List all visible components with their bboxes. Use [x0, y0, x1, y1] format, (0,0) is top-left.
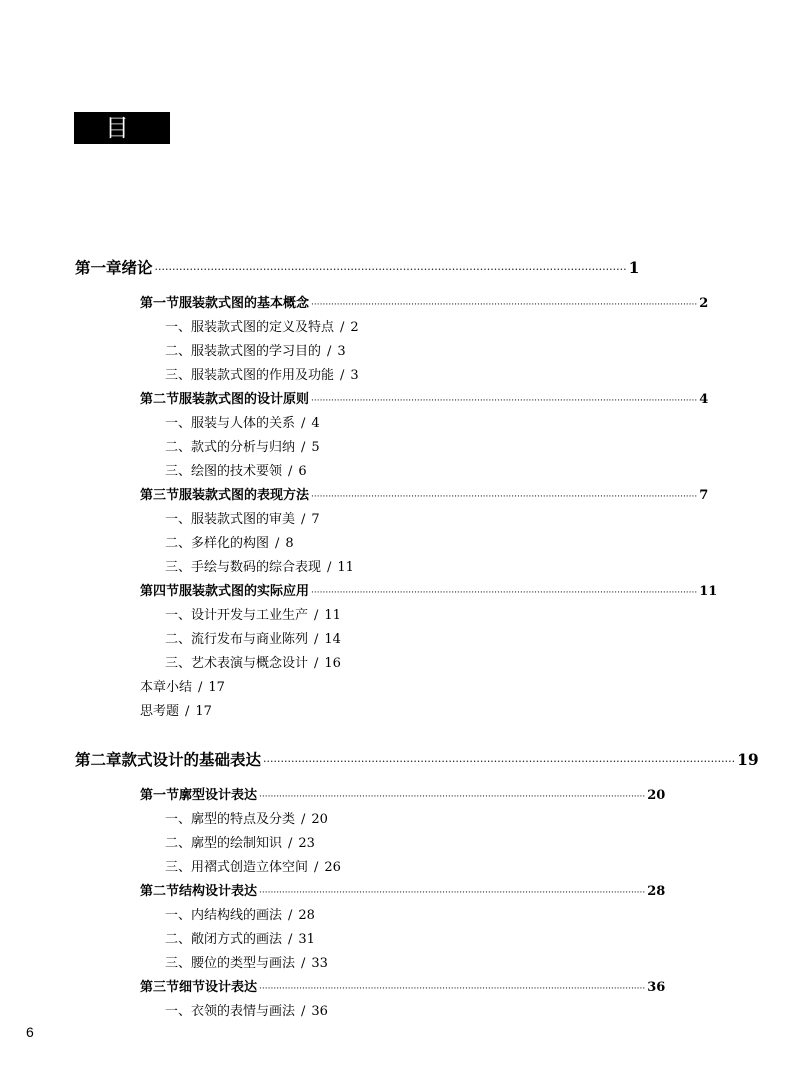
section-entry: [140, 484, 709, 503]
item-text: 三、腰位的类型与画法: [165, 956, 296, 971]
page-separator: /: [301, 512, 306, 527]
section-number: 第二节: [140, 392, 180, 407]
page-separator: /: [288, 932, 293, 947]
item-text: 三、用褶式创造立体空间: [165, 860, 309, 875]
section-entry: [140, 580, 718, 599]
item-page: 36: [311, 1004, 328, 1019]
toc-item: [165, 364, 359, 383]
toc-item: [165, 652, 341, 671]
dot-leader: ·······································································································································: [311, 396, 698, 406]
chapter-title: 款式设计的基础表达: [121, 750, 262, 769]
section-entry: [140, 388, 709, 407]
section-entry: [140, 976, 666, 995]
page-separator: /: [314, 608, 319, 623]
item-page: 17: [208, 680, 225, 695]
toc-item: [165, 832, 315, 851]
section-title: 服装款式图的实际应用: [179, 584, 310, 599]
item-text: 二、多样化的构图: [165, 536, 270, 551]
toc-item: [165, 436, 320, 455]
section-page: 36: [647, 980, 666, 995]
toc-item: [165, 856, 341, 875]
item-page: 16: [324, 656, 341, 671]
item-page: 23: [298, 836, 315, 851]
item-text: 二、款式的分析与归纳: [165, 440, 296, 455]
dot-leader: ·······································································································································: [311, 492, 698, 502]
toc-item: [165, 460, 307, 479]
item-page: 7: [311, 512, 320, 527]
page-separator: /: [301, 812, 306, 827]
item-page: 3: [350, 368, 359, 383]
item-page: 6: [298, 464, 307, 479]
item-text: 一、廓型的特点及分类: [165, 812, 296, 827]
item-page: 31: [298, 932, 315, 947]
page-separator: /: [314, 656, 319, 671]
section-number: 第三节: [140, 980, 180, 995]
page-separator: /: [314, 860, 319, 875]
toc-extra-item: [140, 700, 212, 719]
dot-leader: ·······································································································································: [259, 888, 646, 898]
page-separator: /: [288, 464, 293, 479]
chapter-entry: [75, 748, 759, 770]
page-separator: /: [198, 680, 203, 695]
item-text: 二、廓型的绘制知识: [165, 836, 283, 851]
item-page: 11: [324, 608, 341, 623]
item-text: 三、绘图的技术要领: [165, 464, 283, 479]
item-text: 一、内结构线的画法: [165, 908, 283, 923]
item-text: 三、手绘与数码的综合表现: [165, 560, 322, 575]
section-number: 第四节: [140, 584, 180, 599]
item-text: 三、艺术表演与概念设计: [165, 656, 309, 671]
section-entry: [140, 880, 666, 899]
page-separator: /: [327, 344, 332, 359]
page-separator: /: [288, 908, 293, 923]
page-number: 6: [26, 1024, 34, 1040]
item-page: 17: [195, 704, 212, 719]
section-title: 结构设计表达: [179, 884, 258, 899]
toc-extra-item: [140, 676, 225, 695]
page-separator: /: [340, 368, 345, 383]
section-title: 廓型设计表达: [179, 788, 258, 803]
toc-item: [165, 1000, 328, 1019]
section-page: 11: [699, 584, 718, 599]
page-title: 目 录: [74, 112, 170, 144]
dot-leader: ·······································································································································: [263, 755, 736, 768]
item-text: 二、流行发布与商业陈列: [165, 632, 309, 647]
item-text: 一、服装款式图的审美: [165, 512, 296, 527]
toc-item: [165, 508, 320, 527]
item-page: 11: [337, 560, 354, 575]
toc-item: [165, 340, 346, 359]
section-page: 4: [699, 392, 709, 407]
section-title: 服装款式图的设计原则: [179, 392, 310, 407]
page-separator: /: [301, 416, 306, 431]
item-page: 14: [324, 632, 341, 647]
page-separator: /: [327, 560, 332, 575]
section-title: 服装款式图的表现方法: [179, 488, 310, 503]
dot-leader: ·······································································································································: [154, 263, 627, 276]
section-title: 细节设计表达: [179, 980, 258, 995]
page-separator: /: [301, 956, 306, 971]
toc-item: [165, 412, 320, 431]
item-page: 2: [350, 320, 359, 335]
page-separator: /: [314, 632, 319, 647]
section-entry: [140, 292, 709, 311]
page-separator: /: [288, 836, 293, 851]
chapter-title: 绪论: [121, 258, 153, 277]
item-page: 28: [298, 908, 315, 923]
section-entry: [140, 784, 666, 803]
toc-item: [165, 556, 354, 575]
page-separator: /: [301, 1004, 306, 1019]
toc-item: [165, 904, 315, 923]
item-text: 一、衣领的表情与画法: [165, 1004, 296, 1019]
section-page: 28: [647, 884, 666, 899]
dot-leader: ·······································································································································: [311, 588, 698, 598]
chapter-number: 第一章: [75, 258, 122, 277]
section-number: 第二节: [140, 884, 180, 899]
section-title: 服装款式图的基本概念: [179, 296, 310, 311]
section-page: 7: [699, 488, 709, 503]
dot-leader: ·······································································································································: [259, 984, 646, 994]
section-page: 20: [647, 788, 666, 803]
item-text: 三、服装款式图的作用及功能: [165, 368, 335, 383]
item-page: 3: [337, 344, 346, 359]
chapter-entry: [75, 256, 640, 278]
item-page: 20: [311, 812, 328, 827]
item-text: 一、设计开发与工业生产: [165, 608, 309, 623]
item-text: 二、服装款式图的学习目的: [165, 344, 322, 359]
page-separator: /: [301, 440, 306, 455]
chapter-page: 1: [628, 258, 640, 277]
section-number: 第三节: [140, 488, 180, 503]
toc-item: [165, 316, 359, 335]
item-page: 8: [285, 536, 294, 551]
dot-leader: ·······································································································································: [311, 300, 698, 310]
item-page: 33: [311, 956, 328, 971]
toc-item: [165, 808, 328, 827]
page-separator: /: [185, 704, 190, 719]
item-text: 本章小结: [140, 680, 193, 695]
item-text: 一、服装款式图的定义及特点: [165, 320, 335, 335]
toc-item: [165, 952, 328, 971]
page-separator: /: [340, 320, 345, 335]
section-page: 2: [699, 296, 709, 311]
item-page: 26: [324, 860, 341, 875]
toc-item: [165, 628, 341, 647]
item-text: 一、服装与人体的关系: [165, 416, 296, 431]
item-page: 5: [311, 440, 320, 455]
item-page: 4: [311, 416, 320, 431]
page-separator: /: [275, 536, 280, 551]
chapter-page: 19: [737, 750, 759, 769]
dot-leader: ·······································································································································: [259, 792, 646, 802]
section-number: 第一节: [140, 788, 180, 803]
toc-item: [165, 604, 341, 623]
item-text: 二、敞闭方式的画法: [165, 932, 283, 947]
chapter-number: 第二章: [75, 750, 122, 769]
item-text: 思考题: [140, 704, 180, 719]
section-number: 第一节: [140, 296, 180, 311]
toc-item: [165, 928, 315, 947]
toc-item: [165, 532, 294, 551]
